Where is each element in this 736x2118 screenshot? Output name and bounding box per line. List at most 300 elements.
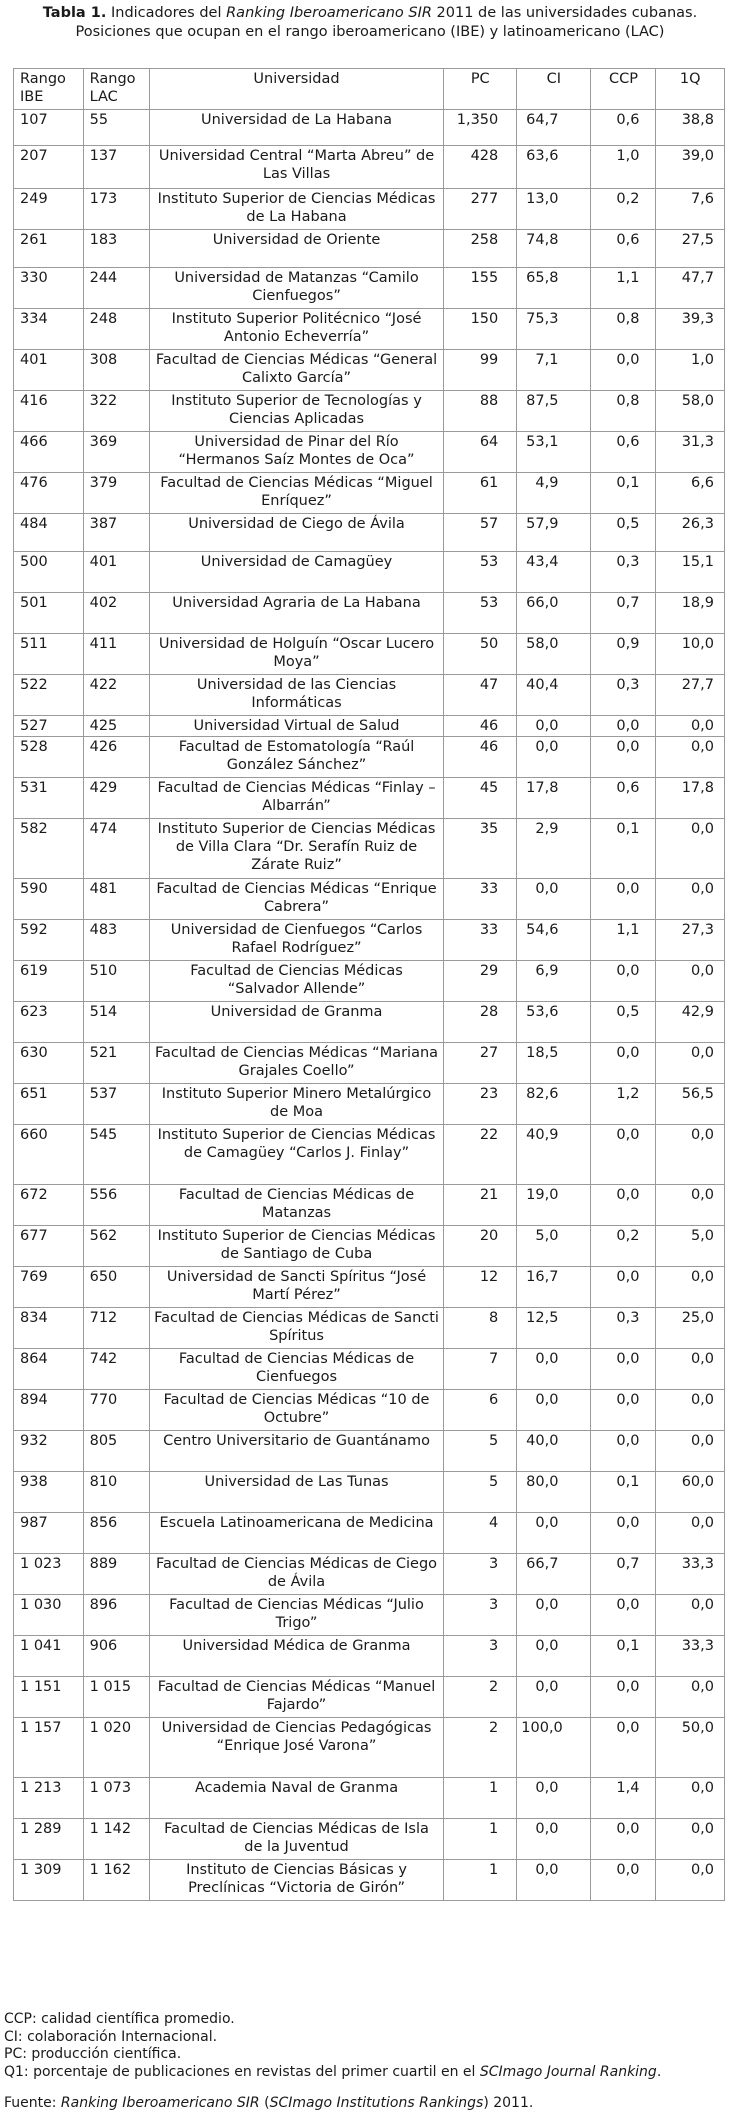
cell-rango-lac: 244 xyxy=(83,268,149,309)
cell-1q: 0,0 xyxy=(656,737,725,778)
cell-ccp: 0,0 xyxy=(591,1819,656,1860)
cell-ci: 74,8 xyxy=(517,230,591,268)
cell-rango-lac: 425 xyxy=(83,716,149,737)
table-row xyxy=(14,1084,725,1125)
cell-universidad: Universidad de las Ciencias Informáticas xyxy=(149,675,443,716)
cell-universidad: Facultad de Ciencias Médicas “Manuel Fajardo” xyxy=(149,1677,443,1718)
cell-ci: 66,7 xyxy=(517,1554,591,1595)
cell-ccp: 1,2 xyxy=(591,1084,656,1125)
table-row xyxy=(14,716,725,737)
cell-rango-lac: 521 xyxy=(83,1043,149,1084)
cell-rango-ibe: 1 309 xyxy=(14,1860,84,1901)
cell-rango-lac: 906 xyxy=(83,1636,149,1677)
cell-ci: 53,6 xyxy=(517,1002,591,1043)
cell-universidad: Facultad de Ciencias Médicas de Matanzas xyxy=(149,1185,443,1226)
table-row xyxy=(14,268,725,309)
cell-1q: 0,0 xyxy=(656,716,725,737)
table-row xyxy=(14,1267,725,1308)
cell-1q: 26,3 xyxy=(656,514,725,552)
cell-pc: 3 xyxy=(444,1636,517,1677)
cell-universidad: Facultad de Ciencias Médicas “Mariana Grajales Coello” xyxy=(149,1043,443,1084)
table-source xyxy=(4,2094,724,2112)
note-q1-text-b: . xyxy=(656,2063,662,2080)
cell-pc: 53 xyxy=(444,552,517,593)
cell-pc: 5 xyxy=(444,1431,517,1472)
cell-1q: 31,3 xyxy=(656,432,725,473)
cell-ci: 100,0 xyxy=(517,1718,591,1778)
cell-rango-lac: 545 xyxy=(83,1125,149,1185)
cell-rango-ibe: 677 xyxy=(14,1226,84,1267)
cell-ci: 87,5 xyxy=(517,391,591,432)
source-text-c: ) 2011. xyxy=(483,2095,534,2111)
table-row xyxy=(14,514,725,552)
table-notes xyxy=(4,2011,724,2081)
cell-1q: 18,9 xyxy=(656,593,725,634)
cell-ccp: 0,8 xyxy=(591,391,656,432)
cell-rango-lac: 173 xyxy=(83,189,149,230)
table-row xyxy=(14,1431,725,1472)
cell-1q: 0,0 xyxy=(656,1778,725,1819)
cell-ci: 17,8 xyxy=(517,778,591,819)
cell-rango-ibe: 894 xyxy=(14,1390,84,1431)
cell-ci: 0,0 xyxy=(517,1778,591,1819)
cell-rango-lac: 1 142 xyxy=(83,1819,149,1860)
cell-ccp: 1,4 xyxy=(591,1778,656,1819)
cell-pc: 1,350 xyxy=(444,110,517,146)
cell-pc: 20 xyxy=(444,1226,517,1267)
cell-rango-ibe: 476 xyxy=(14,473,84,514)
cell-rango-ibe: 619 xyxy=(14,961,84,1002)
cell-rango-ibe: 623 xyxy=(14,1002,84,1043)
cell-1q: 0,0 xyxy=(656,1513,725,1554)
cell-rango-lac: 422 xyxy=(83,675,149,716)
cell-ci: 12,5 xyxy=(517,1308,591,1349)
cell-pc: 3 xyxy=(444,1595,517,1636)
cell-ci: 19,0 xyxy=(517,1185,591,1226)
cell-1q: 0,0 xyxy=(656,1043,725,1084)
table-row xyxy=(14,1308,725,1349)
cell-universidad: Universidad de Camagüey xyxy=(149,552,443,593)
cell-pc: 57 xyxy=(444,514,517,552)
cell-ccp: 0,0 xyxy=(591,1677,656,1718)
cell-rango-lac: 556 xyxy=(83,1185,149,1226)
cell-ci: 54,6 xyxy=(517,920,591,961)
cell-rango-lac: 401 xyxy=(83,552,149,593)
cell-universidad: Universidad de Matanzas “Camilo Cienfuegos” xyxy=(149,268,443,309)
cell-rango-ibe: 592 xyxy=(14,920,84,961)
cell-universidad: Universidad Virtual de Salud xyxy=(149,716,443,737)
cell-1q: 25,0 xyxy=(656,1308,725,1349)
cell-ccp: 0,1 xyxy=(591,1472,656,1513)
cell-ccp: 0,6 xyxy=(591,432,656,473)
cell-ccp: 0,0 xyxy=(591,1390,656,1431)
cell-rango-lac: 387 xyxy=(83,514,149,552)
cell-rango-lac: 402 xyxy=(83,593,149,634)
table-row xyxy=(14,1595,725,1636)
cell-ccp: 0,7 xyxy=(591,593,656,634)
table-row xyxy=(14,1778,725,1819)
cell-1q: 42,9 xyxy=(656,1002,725,1043)
cell-1q: 27,5 xyxy=(656,230,725,268)
cell-ci: 2,9 xyxy=(517,819,591,879)
cell-1q: 5,0 xyxy=(656,1226,725,1267)
cell-pc: 5 xyxy=(444,1472,517,1513)
cell-universidad: Universidad de Cienfuegos “Carlos Rafael Rodríguez” xyxy=(149,920,443,961)
cell-ci: 6,9 xyxy=(517,961,591,1002)
cell-rango-lac: 810 xyxy=(83,1472,149,1513)
cell-pc: 428 xyxy=(444,146,517,189)
cell-ci: 18,5 xyxy=(517,1043,591,1084)
note-ci: CI: colaboración Internacional. xyxy=(4,2028,218,2045)
table-row xyxy=(14,1349,725,1390)
table-row xyxy=(14,819,725,879)
cell-pc: 4 xyxy=(444,1513,517,1554)
cell-pc: 28 xyxy=(444,1002,517,1043)
cell-rango-lac: 712 xyxy=(83,1308,149,1349)
cell-pc: 99 xyxy=(444,350,517,391)
cell-universidad: Facultad de Ciencias Médicas “Finlay – Albarrán” xyxy=(149,778,443,819)
cell-rango-ibe: 769 xyxy=(14,1267,84,1308)
cell-pc: 2 xyxy=(444,1718,517,1778)
cell-ci: 0,0 xyxy=(517,1390,591,1431)
cell-rango-lac: 1 073 xyxy=(83,1778,149,1819)
cell-ccp: 0,0 xyxy=(591,716,656,737)
cell-ci: 53,1 xyxy=(517,432,591,473)
cell-ci: 58,0 xyxy=(517,634,591,675)
cell-ccp: 0,6 xyxy=(591,230,656,268)
cell-rango-ibe: 527 xyxy=(14,716,84,737)
cell-rango-ibe: 261 xyxy=(14,230,84,268)
cell-rango-lac: 411 xyxy=(83,634,149,675)
cell-rango-ibe: 249 xyxy=(14,189,84,230)
cell-pc: 29 xyxy=(444,961,517,1002)
cell-ccp: 0,0 xyxy=(591,1431,656,1472)
source-label: Fuente: xyxy=(4,2095,61,2111)
cell-1q: 6,6 xyxy=(656,473,725,514)
cell-rango-ibe: 1 213 xyxy=(14,1778,84,1819)
cell-1q: 0,0 xyxy=(656,1819,725,1860)
cell-ci: 0,0 xyxy=(517,1636,591,1677)
table-row xyxy=(14,1002,725,1043)
cell-rango-ibe: 1 151 xyxy=(14,1677,84,1718)
cell-universidad: Centro Universitario de Guantánamo xyxy=(149,1431,443,1472)
table-row xyxy=(14,391,725,432)
cell-ci: 0,0 xyxy=(517,716,591,737)
table-row xyxy=(14,593,725,634)
table-row xyxy=(14,1390,725,1431)
cell-rango-lac: 137 xyxy=(83,146,149,189)
table-row xyxy=(14,552,725,593)
cell-ccp: 0,3 xyxy=(591,1308,656,1349)
cell-ccp: 0,5 xyxy=(591,514,656,552)
note-q1-italic: SCImago Journal Ranking xyxy=(479,2063,657,2080)
cell-1q: 0,0 xyxy=(656,1860,725,1901)
cell-rango-ibe: 500 xyxy=(14,552,84,593)
cell-universidad: Instituto Superior de Ciencias Médicas de Camagüey “Carlos J. Finlay” xyxy=(149,1125,443,1185)
cell-universidad: Instituto Superior de Ciencias Médicas de Santiago de Cuba xyxy=(149,1226,443,1267)
cell-rango-lac: 562 xyxy=(83,1226,149,1267)
header-rango-lac: Rango LAC xyxy=(83,69,149,110)
cell-ci: 13,0 xyxy=(517,189,591,230)
header-universidad: Universidad xyxy=(149,69,443,110)
cell-ccp: 0,6 xyxy=(591,778,656,819)
cell-universidad: Instituto Superior Minero Metalúrgico de Moa xyxy=(149,1084,443,1125)
cell-rango-ibe: 107 xyxy=(14,110,84,146)
cell-pc: 47 xyxy=(444,675,517,716)
cell-pc: 277 xyxy=(444,189,517,230)
cell-ccp: 0,1 xyxy=(591,819,656,879)
cell-universidad: Universidad de La Habana xyxy=(149,110,443,146)
source-italic-a: Ranking Iberoamericano SIR xyxy=(60,2095,260,2111)
cell-rango-lac: 770 xyxy=(83,1390,149,1431)
table-row xyxy=(14,1513,725,1554)
cell-ccp: 0,0 xyxy=(591,879,656,920)
cell-universidad: Universidad Central “Marta Abreu” de Las Villas xyxy=(149,146,443,189)
cell-rango-lac: 481 xyxy=(83,879,149,920)
header-1q: 1Q xyxy=(656,69,725,110)
cell-rango-lac: 537 xyxy=(83,1084,149,1125)
cell-universidad: Instituto Superior de Ciencias Médicas de Villa Clara “Dr. Serafín Ruiz de Zárate Ruiz” xyxy=(149,819,443,879)
cell-ci: 0,0 xyxy=(517,1677,591,1718)
cell-universidad: Facultad de Ciencias Médicas “Enrique Cabrera” xyxy=(149,879,443,920)
cell-universidad: Facultad de Ciencias Médicas “General Calixto García” xyxy=(149,350,443,391)
cell-ci: 75,3 xyxy=(517,309,591,350)
cell-pc: 88 xyxy=(444,391,517,432)
cell-ci: 7,1 xyxy=(517,350,591,391)
cell-1q: 10,0 xyxy=(656,634,725,675)
cell-universidad: Facultad de Estomatología “Raúl González Sánchez” xyxy=(149,737,443,778)
cell-ci: 65,8 xyxy=(517,268,591,309)
cell-ci: 4,9 xyxy=(517,473,591,514)
cell-pc: 258 xyxy=(444,230,517,268)
cell-rango-lac: 889 xyxy=(83,1554,149,1595)
cell-1q: 0,0 xyxy=(656,1349,725,1390)
cell-ccp: 0,0 xyxy=(591,1860,656,1901)
source-text-b: ( xyxy=(259,2095,270,2111)
table-row xyxy=(14,432,725,473)
cell-1q: 15,1 xyxy=(656,552,725,593)
cell-ci: 5,0 xyxy=(517,1226,591,1267)
table-row xyxy=(14,309,725,350)
cell-rango-ibe: 334 xyxy=(14,309,84,350)
cell-ci: 40,9 xyxy=(517,1125,591,1185)
cell-rango-lac: 55 xyxy=(83,110,149,146)
table-row xyxy=(14,146,725,189)
cell-universidad: Facultad de Ciencias Médicas de Cienfuegos xyxy=(149,1349,443,1390)
cell-rango-ibe: 528 xyxy=(14,737,84,778)
cell-rango-lac: 429 xyxy=(83,778,149,819)
note-pc: PC: producción científica. xyxy=(4,2046,182,2062)
cell-rango-lac: 308 xyxy=(83,350,149,391)
cell-universidad: Facultad de Ciencias Médicas “10 de Octubre” xyxy=(149,1390,443,1431)
cell-rango-lac: 369 xyxy=(83,432,149,473)
cell-1q: 0,0 xyxy=(656,961,725,1002)
cell-universidad: Facultad de Ciencias Médicas “Salvador Allende” xyxy=(149,961,443,1002)
table-row xyxy=(14,879,725,920)
header-ccp: CCP xyxy=(591,69,656,110)
caption-italic: Ranking Iberoamericano SIR xyxy=(226,5,432,21)
caption-label: Tabla 1. xyxy=(42,5,107,21)
cell-ci: 64,7 xyxy=(517,110,591,146)
cell-pc: 150 xyxy=(444,309,517,350)
cell-ccp: 0,1 xyxy=(591,473,656,514)
cell-pc: 35 xyxy=(444,819,517,879)
cell-ccp: 0,1 xyxy=(591,1636,656,1677)
cell-ci: 57,9 xyxy=(517,514,591,552)
cell-universidad: Facultad de Ciencias Médicas “Julio Trigo” xyxy=(149,1595,443,1636)
cell-1q: 27,3 xyxy=(656,920,725,961)
cell-ccp: 0,3 xyxy=(591,675,656,716)
cell-pc: 7 xyxy=(444,1349,517,1390)
table-row xyxy=(14,961,725,1002)
cell-rango-ibe: 938 xyxy=(14,1472,84,1513)
cell-ccp: 1,0 xyxy=(591,146,656,189)
cell-pc: 45 xyxy=(444,778,517,819)
cell-1q: 7,6 xyxy=(656,189,725,230)
cell-universidad: Universidad de Las Tunas xyxy=(149,1472,443,1513)
ranking-table xyxy=(13,68,725,1901)
cell-1q: 50,0 xyxy=(656,1718,725,1778)
cell-rango-lac: 379 xyxy=(83,473,149,514)
cell-rango-ibe: 401 xyxy=(14,350,84,391)
cell-pc: 1 xyxy=(444,1819,517,1860)
cell-rango-ibe: 330 xyxy=(14,268,84,309)
cell-pc: 22 xyxy=(444,1125,517,1185)
cell-ci: 0,0 xyxy=(517,879,591,920)
cell-ccp: 1,1 xyxy=(591,268,656,309)
cell-ccp: 0,0 xyxy=(591,737,656,778)
table-row xyxy=(14,1226,725,1267)
cell-rango-ibe: 484 xyxy=(14,514,84,552)
cell-rango-lac: 510 xyxy=(83,961,149,1002)
table-row xyxy=(14,1718,725,1778)
cell-ccp: 0,0 xyxy=(591,1267,656,1308)
cell-ci: 80,0 xyxy=(517,1472,591,1513)
cell-rango-ibe: 416 xyxy=(14,391,84,432)
cell-rango-ibe: 1 030 xyxy=(14,1595,84,1636)
cell-rango-ibe: 531 xyxy=(14,778,84,819)
table-row xyxy=(14,634,725,675)
cell-pc: 50 xyxy=(444,634,517,675)
cell-rango-lac: 514 xyxy=(83,1002,149,1043)
cell-universidad: Facultad de Ciencias Médicas de Ciego de Ávila xyxy=(149,1554,443,1595)
cell-universidad: Instituto de Ciencias Básicas y Preclínicas “Victoria de Girón” xyxy=(149,1860,443,1901)
note-ccp: CCP: calidad científica promedio. xyxy=(4,2011,235,2027)
cell-ccp: 0,5 xyxy=(591,1002,656,1043)
cell-1q: 47,7 xyxy=(656,268,725,309)
cell-ci: 0,0 xyxy=(517,1860,591,1901)
cell-universidad: Universidad de Ciencias Pedagógicas “Enrique José Varona” xyxy=(149,1718,443,1778)
cell-rango-lac: 426 xyxy=(83,737,149,778)
cell-ccp: 0,0 xyxy=(591,1125,656,1185)
cell-rango-ibe: 207 xyxy=(14,146,84,189)
cell-rango-lac: 856 xyxy=(83,1513,149,1554)
table-row xyxy=(14,1819,725,1860)
cell-rango-lac: 474 xyxy=(83,819,149,879)
cell-universidad: Universidad de Granma xyxy=(149,1002,443,1043)
cell-1q: 17,8 xyxy=(656,778,725,819)
cell-universidad: Instituto Superior Politécnico “José Antonio Echeverría” xyxy=(149,309,443,350)
table-row xyxy=(14,1554,725,1595)
cell-ccp: 0,0 xyxy=(591,1595,656,1636)
cell-ccp: 0,0 xyxy=(591,1349,656,1390)
cell-rango-ibe: 466 xyxy=(14,432,84,473)
cell-1q: 0,0 xyxy=(656,819,725,879)
cell-pc: 53 xyxy=(444,593,517,634)
table-row xyxy=(14,110,725,146)
cell-pc: 27 xyxy=(444,1043,517,1084)
cell-rango-lac: 896 xyxy=(83,1595,149,1636)
cell-ci: 82,6 xyxy=(517,1084,591,1125)
caption-text-b: 2011 de las universidades cubanas. Posiciones que ocupan en el rango iberoamericano (IBE) y latinoamericano (LAC) xyxy=(75,5,698,40)
cell-rango-ibe: 1 041 xyxy=(14,1636,84,1677)
cell-rango-ibe: 1 023 xyxy=(14,1554,84,1595)
table-body xyxy=(14,110,725,1901)
cell-universidad: Facultad de Ciencias Médicas de Sancti Spíritus xyxy=(149,1308,443,1349)
cell-universidad: Facultad de Ciencias Médicas de Isla de la Juventud xyxy=(149,1819,443,1860)
cell-rango-lac: 1 015 xyxy=(83,1677,149,1718)
cell-pc: 1 xyxy=(444,1778,517,1819)
cell-rango-ibe: 834 xyxy=(14,1308,84,1349)
cell-rango-ibe: 987 xyxy=(14,1513,84,1554)
cell-ccp: 0,3 xyxy=(591,552,656,593)
cell-rango-ibe: 672 xyxy=(14,1185,84,1226)
cell-ccp: 0,0 xyxy=(591,350,656,391)
cell-pc: 8 xyxy=(444,1308,517,1349)
cell-rango-ibe: 522 xyxy=(14,675,84,716)
table-row xyxy=(14,675,725,716)
cell-ci: 0,0 xyxy=(517,1513,591,1554)
table-row xyxy=(14,350,725,391)
cell-universidad: Escuela Latinoamericana de Medicina xyxy=(149,1513,443,1554)
cell-ccp: 0,9 xyxy=(591,634,656,675)
table-header-row xyxy=(14,69,725,110)
cell-1q: 33,3 xyxy=(656,1636,725,1677)
cell-rango-ibe: 630 xyxy=(14,1043,84,1084)
cell-universidad: Instituto Superior de Tecnologías y Ciencias Aplicadas xyxy=(149,391,443,432)
cell-rango-lac: 483 xyxy=(83,920,149,961)
cell-rango-lac: 650 xyxy=(83,1267,149,1308)
cell-1q: 0,0 xyxy=(656,1267,725,1308)
cell-1q: 39,0 xyxy=(656,146,725,189)
cell-ci: 66,0 xyxy=(517,593,591,634)
cell-pc: 23 xyxy=(444,1084,517,1125)
table-row xyxy=(14,920,725,961)
cell-universidad: Universidad de Sancti Spíritus “José Martí Pérez” xyxy=(149,1267,443,1308)
cell-rango-lac: 322 xyxy=(83,391,149,432)
cell-pc: 61 xyxy=(444,473,517,514)
cell-rango-lac: 183 xyxy=(83,230,149,268)
cell-ci: 40,4 xyxy=(517,675,591,716)
table-row xyxy=(14,1860,725,1901)
cell-ccp: 0,0 xyxy=(591,1185,656,1226)
cell-1q: 56,5 xyxy=(656,1084,725,1125)
cell-ci: 0,0 xyxy=(517,1819,591,1860)
cell-rango-ibe: 932 xyxy=(14,1431,84,1472)
cell-ci: 0,0 xyxy=(517,737,591,778)
cell-ccp: 0,2 xyxy=(591,1226,656,1267)
cell-ci: 0,0 xyxy=(517,1595,591,1636)
cell-pc: 64 xyxy=(444,432,517,473)
table-row xyxy=(14,778,725,819)
cell-pc: 2 xyxy=(444,1677,517,1718)
cell-rango-lac: 742 xyxy=(83,1349,149,1390)
header-pc: PC xyxy=(444,69,517,110)
cell-pc: 3 xyxy=(444,1554,517,1595)
cell-pc: 12 xyxy=(444,1267,517,1308)
cell-ccp: 0,0 xyxy=(591,1513,656,1554)
cell-universidad: Universidad de Oriente xyxy=(149,230,443,268)
